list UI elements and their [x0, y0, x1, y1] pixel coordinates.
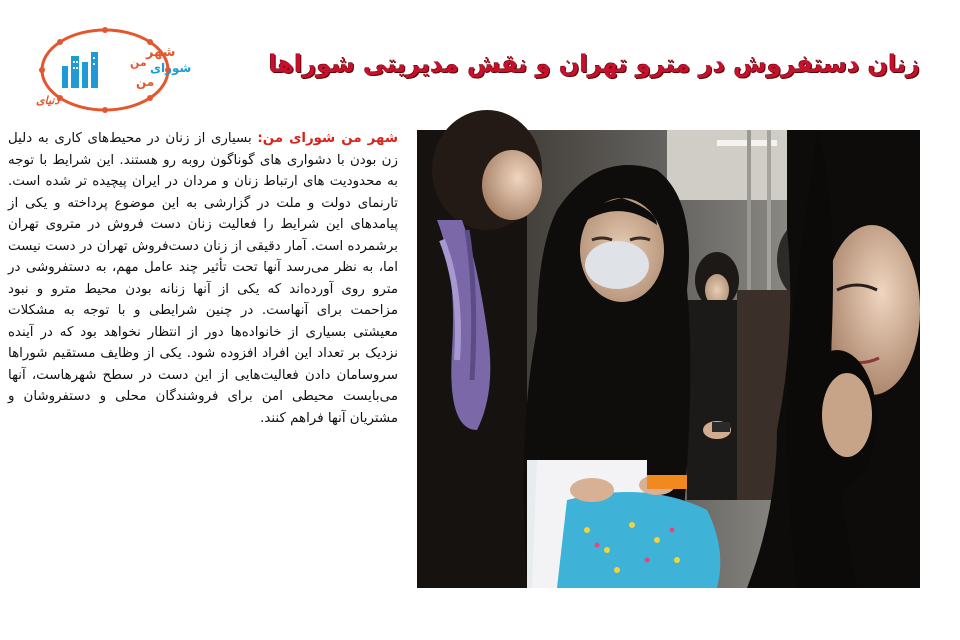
article-lead: شهر من شورای من: — [257, 131, 398, 146]
article-body-text: بسیاری از زنان در محیط‌های کاری به دلیل زن بودن با دشواری های گوناگون روبه رو هستند. این شرایط با توجه به محدودیت های ارتباط زنان و مردان در ایران پیچیده تر شده است. تارنمای دولت و ملت در گزارشی به این موضوع پرداخته و یکی از پیامدهای این شرایط را فعالیت زنان دست فروش در متروی تهران برشمرده است. آمار دقیقی از زنان دست‌فروش تهران در دست نیست اما، به نظر می‌رسد آنها تحت تأثیر چند عامل مهم، به دستفروشی در مترو روی آورده‌اند که یکی از آنها زنانه بودن محیط مترو و نبود مزاحمت برای آنهاست. در چنین شرایطی و با توجه به مشکلات معیشتی بسیاری از خانواده‌ها دور از انتظار نخواهد بود که در آینده نزدیک بر تعداد این افراد افزوده شود. یکی از وظایف مستقیم شوراها سروسامان دادن فعالیت‌هایی از این دست در سطح شهرهاست، آنها می‌بایست محیطی امن برای فروشندگان محلی و دستفروشان و مشتریان آنها فراهم کنند. — [8, 131, 398, 426]
logo-text-shoraye: شورای — [150, 61, 192, 75]
logo-text-shahr: شهر — [146, 45, 176, 60]
logo-text-man-2: من — [136, 75, 155, 89]
logo-brand: دنیای — [36, 94, 60, 107]
metro-photo — [417, 130, 920, 588]
headline: زنان دستفروش در مترو تهران و نقش مدیریتی شوراها — [268, 50, 920, 78]
article-paragraph — [8, 128, 398, 429]
logo-text-man-1: من — [130, 56, 147, 69]
